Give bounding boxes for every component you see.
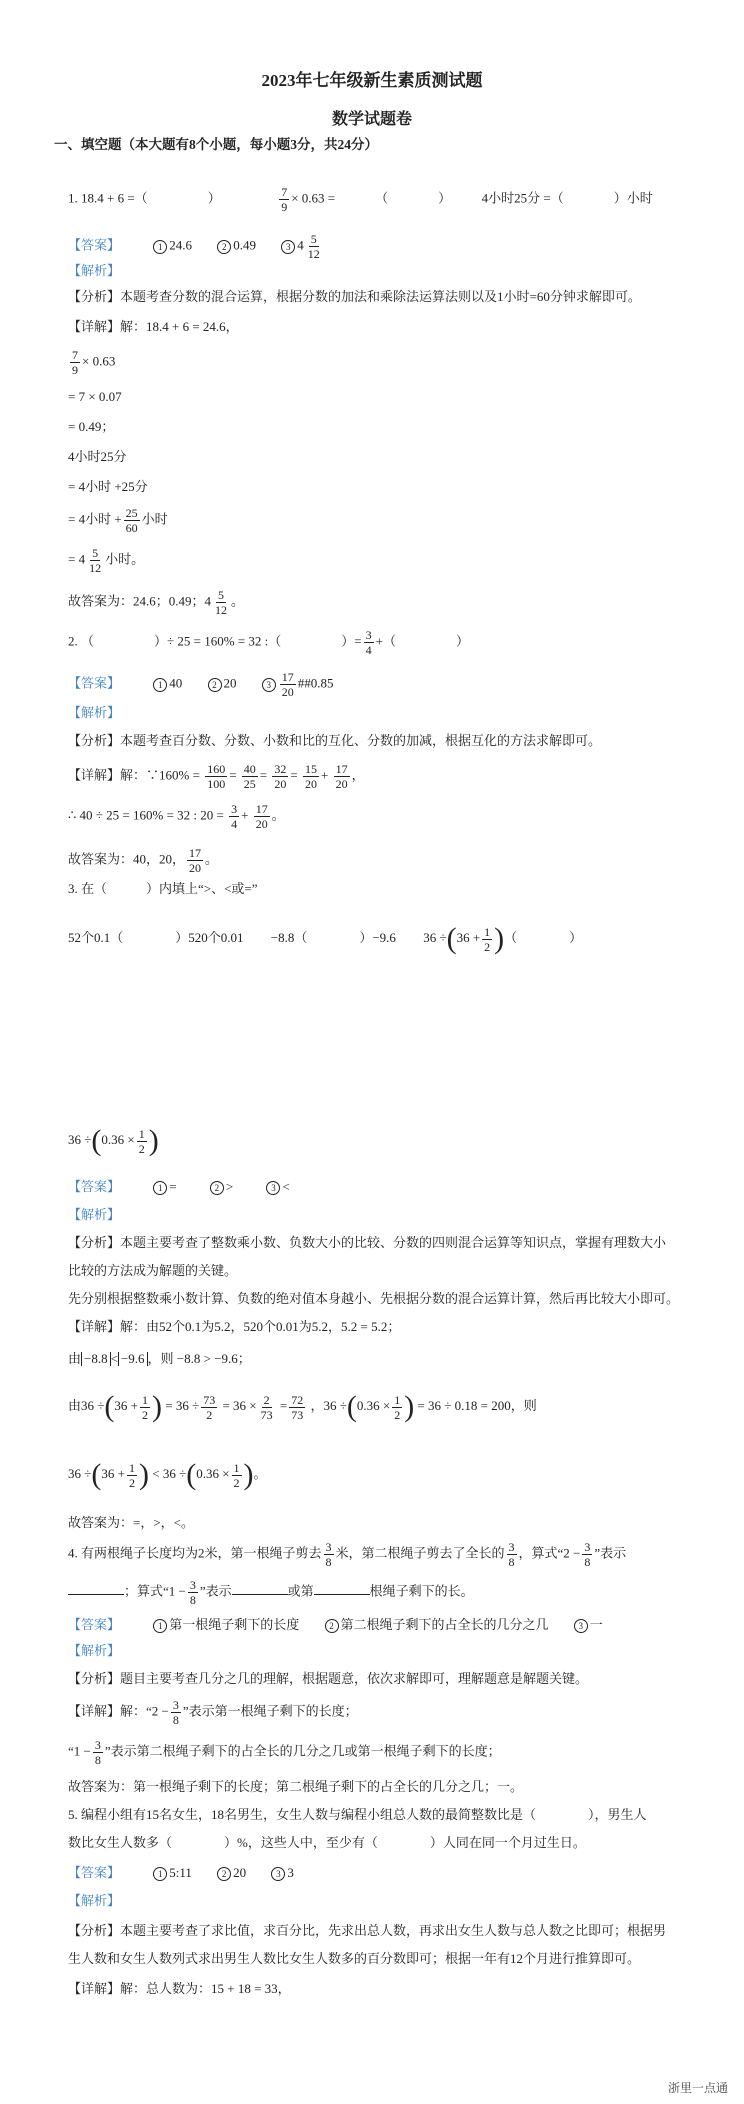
question-1 — [68, 185, 653, 214]
fraction: $\frac{1}{2}$ — [484, 924, 491, 954]
answer-value: > — [225, 1179, 234, 1194]
fraction: $\frac{7}{9}$ — [281, 185, 288, 214]
detail-2 — [68, 762, 365, 791]
q-num: 2. — [68, 633, 78, 649]
expr: = 4小时 + — [68, 511, 122, 527]
fraction: $\frac{17}{20}$ — [255, 802, 268, 831]
fraction: $\frac{3}{8}$ — [189, 1578, 196, 1607]
question-4b — [68, 1578, 474, 1607]
q-num: 5. — [68, 1807, 78, 1822]
fraction: $\frac{1}{2}$ — [138, 1126, 145, 1156]
answer-value: < — [282, 1179, 290, 1194]
expr: < — [110, 1351, 118, 1366]
expr: ，则 −8.8 > −9.6； — [147, 1351, 251, 1366]
fraction: $\frac{1}{2}$ — [394, 1392, 401, 1422]
fraction: $\frac{160}{100}$ — [207, 762, 226, 791]
detail-3d: 36 ÷(36 + $\frac{1}{2}$ ) < 36 ÷(0.36 × $\frac{1}{2}$ )。 — [68, 1458, 267, 1491]
expr: ，36 ÷ — [310, 1397, 347, 1413]
question-text: 数比女生人数多（ ）%，这些人中，至少有（ ）人同在同一个月过生日。 — [68, 1835, 586, 1850]
expr: × 0.63 = — [291, 190, 336, 206]
fenxi-label: 【分析】 — [68, 1235, 121, 1250]
fraction: $\frac{1}{2}$ — [233, 1460, 240, 1490]
question-4 — [68, 1540, 626, 1569]
circle-2-icon: 2 — [217, 1867, 231, 1881]
answer-value: 20 — [223, 675, 237, 691]
expr: = 4 — [68, 551, 86, 567]
step: = 7 × 0.07 — [68, 389, 122, 404]
fraction: $\frac{5}{12}$ — [215, 588, 228, 617]
question-text: 在（ ）内填上“>、<或=” — [81, 881, 258, 896]
fraction: $\frac{3}{8}$ — [94, 1738, 101, 1767]
fraction: $\frac{17}{20}$ — [335, 762, 348, 791]
expr: 故答案为：24.6；0.49；4 — [68, 593, 212, 609]
expr: = — [229, 767, 237, 783]
jiexi-label: 【解析】 — [68, 263, 121, 278]
detail-label: 【详解】 — [68, 767, 121, 783]
analysis-4 — [68, 1670, 588, 1688]
step — [68, 348, 115, 377]
fraction: $\frac{25}{60}$ — [125, 506, 138, 535]
answer-row-4 — [68, 1616, 603, 1634]
expr: 。 — [271, 807, 285, 823]
detail-text: ”表示第二根绳子剩下的占全长的几分之几或第一根绳子剩下的长度； — [104, 1743, 501, 1759]
question-3 — [68, 880, 258, 898]
fenxi-label: 【分析】 — [68, 289, 121, 304]
expr: 0.36 × — [196, 1465, 230, 1481]
step — [68, 546, 144, 575]
question-text: 编程小组有15名女生，18名男生，女生人数与编程小组总人数的最简整数比是（ ），男生人 — [81, 1807, 647, 1822]
detail-3c: 由36 ÷(36 + $\frac{1}{2}$ ) = 36 ÷ $\frac{73}{2}$ = 36 × $\frac{2}{73}$ = $\frac{72}{73}$ ，36 ÷(0.36 × $\frac{1}{2}$ ) = 36 ÷ 0.18 = 200，则 — [68, 1390, 537, 1423]
expr: 0.36 × — [101, 1131, 135, 1147]
expr: 36 ÷ — [423, 929, 447, 945]
detail-text: 解：18.4 + 6 = 24.6， — [120, 319, 239, 334]
expr: = — [259, 767, 268, 783]
question-text: ，算式“2 − — [518, 1545, 581, 1561]
analysis-5 — [68, 1922, 666, 1940]
analysis-2 — [68, 732, 601, 750]
answer-value: 40 — [169, 675, 183, 691]
detail-label: 【详解】 — [68, 1703, 121, 1719]
detail-text: 解：总人数为：15 + 18 = 33， — [120, 1981, 291, 1996]
fraction: $\frac{17}{20}$ — [189, 846, 202, 875]
step: = 4小时 +25分 — [68, 479, 148, 494]
blank-line — [232, 1594, 288, 1595]
expr: ， — [351, 767, 365, 783]
fenxi-label: 【分析】 — [68, 1923, 121, 1938]
fraction: $\frac{7}{9}$ — [72, 348, 78, 377]
final-answer-2 — [68, 846, 218, 875]
answer-value: 0.49 — [233, 237, 257, 253]
question-5 — [68, 1806, 647, 1824]
circle-3-icon: 3 — [281, 240, 295, 254]
expr: 36 ÷ — [68, 1465, 92, 1481]
circle-2-icon: 2 — [208, 678, 222, 692]
circle-3-icon: 3 — [262, 678, 276, 692]
jiexi-label: 【解析】 — [68, 705, 121, 720]
detail-5 — [68, 1980, 291, 1998]
detail-text: 解：“2 − — [120, 1703, 169, 1719]
expr: ）÷ 25 = 160% = 32 :（ — [154, 633, 282, 649]
question-2 — [68, 628, 469, 657]
fraction: $\frac{1}{2}$ — [128, 1460, 135, 1490]
fraction: $\frac{3}{8}$ — [325, 1540, 332, 1569]
jiexi-label: 【解析】 — [68, 1207, 121, 1222]
paren: ） — [207, 190, 221, 206]
answer-label: 【答案】 — [68, 675, 121, 691]
expr: 小时 — [141, 511, 168, 527]
expr: ∴ 40 ÷ 25 = 160% = 32 : 20 = — [68, 807, 224, 823]
analysis-text: 比较的方法成为解题的关键。 — [68, 1263, 238, 1278]
circle-2-icon: 2 — [217, 240, 231, 254]
circle-1-icon: 1 — [153, 1619, 167, 1633]
page-subtitle: 数学试题卷 — [331, 111, 412, 128]
analysis-text: 本题主要考查了整数乘小数、负数大小的比较、分数的四则混合运算等知识点，掌握有理数大小 — [120, 1235, 667, 1250]
circle-2-icon: 2 — [325, 1619, 339, 1633]
answer-label: 【答案】 — [68, 237, 121, 253]
step — [68, 506, 168, 535]
expr: 0.36 × — [356, 1397, 391, 1413]
question-3-items: 52个0.1（ ）520个0.01 −8.8（ ）−9.6 36 ÷(36 + $\frac{1}{2}$ )（ ） — [68, 922, 583, 955]
q-num: 3. — [68, 881, 78, 896]
expr: + — [241, 807, 249, 823]
fenxi-label: 【分析】 — [68, 1671, 121, 1686]
detail-3 — [68, 1318, 400, 1336]
detail-4 — [68, 1698, 358, 1727]
expr: 由36 ÷ — [68, 1397, 105, 1413]
fenxi-label: 【分析】 — [68, 733, 121, 748]
circle-1-icon: 1 — [153, 678, 167, 692]
expr: = 36 ÷ 0.18 = 200，则 — [417, 1397, 537, 1413]
step: = 0.49； — [68, 419, 115, 434]
expr: 4小时25分 =（ — [481, 190, 564, 206]
answer-label: 【答案】 — [68, 1617, 121, 1632]
answer-value: ##0.85 — [297, 675, 334, 691]
paren: （ — [375, 190, 389, 206]
question-text: ；算式“1 − — [124, 1583, 186, 1599]
analysis-text: 先分别根据整数乘小数计算、负数的绝对值本身越小、先根据分数的混合运算计算，然后再比较大小即可。 — [68, 1291, 680, 1306]
analysis-text: 生人数和女生人数列式求出男生人数比女生人数多的百分数即可；根据一年有12个月进行推算即可。 — [68, 1951, 641, 1966]
abs-value: −9.6 — [118, 1352, 148, 1366]
analysis-3 — [68, 1234, 666, 1252]
expr: = — [279, 1397, 288, 1413]
detail-2b — [68, 802, 285, 831]
expr: × 0.63 — [82, 353, 116, 369]
expr: 小时。 — [105, 551, 145, 567]
question-text: ”表示 — [199, 1583, 232, 1599]
blank-line — [314, 1594, 370, 1595]
answer-value: 5:11 — [169, 1865, 192, 1880]
answer-row-2 — [68, 670, 334, 699]
jiexi-label: 【解析】 — [68, 1643, 121, 1658]
answer-row-5 — [68, 1864, 294, 1882]
circle-1-icon: 1 — [153, 1181, 167, 1195]
fraction: $\frac{73}{2}$ — [203, 1392, 216, 1422]
expr: 。 — [231, 593, 245, 609]
answer-value: 第一根绳子剩下的长度 — [169, 1617, 300, 1632]
fraction: $\frac{15}{20}$ — [304, 762, 317, 791]
answer-label: 【答案】 — [68, 1865, 121, 1880]
analysis-text: 题目主要考查几分之几的理解，根据题意，依次求解即可，理解题意是解题关键。 — [120, 1671, 589, 1686]
paren: （ — [134, 190, 148, 206]
fraction: $\frac{3}{4}$ — [231, 802, 238, 831]
abs-value: −8.8 — [81, 1352, 111, 1366]
expr: = 36 ÷ — [165, 1397, 200, 1413]
analysis-text: 本题考查分数的混合运算，根据分数的加法和乘除法运算法则以及1小时=60分钟求解即可。 — [120, 289, 641, 304]
question-3-item4: 36 ÷(0.36 × $\frac{1}{2}$ ) — [68, 1124, 159, 1157]
fraction: $\frac{32}{20}$ — [274, 762, 287, 791]
detail-label: 【详解】 — [68, 1981, 121, 1996]
answer-value: = — [169, 1179, 177, 1194]
paren: （ ） — [504, 929, 583, 945]
answer-value: 一 — [589, 1617, 603, 1632]
answer-value: 3 — [287, 1865, 294, 1880]
footer-brand: 浙里一点通 — [667, 2081, 728, 2095]
expr: + — [320, 767, 329, 783]
circle-1-icon: 1 — [153, 1867, 167, 1881]
fraction: $\frac{2}{73}$ — [260, 1392, 273, 1422]
fraction: $\frac{40}{25}$ — [243, 762, 256, 791]
question-text: 有两根绳子长度均为2米，第一根绳子剪去 — [81, 1545, 322, 1561]
compare-item: −8.8（ ）−9.6 — [270, 929, 396, 945]
question-text: 根绳子剩下的长。 — [369, 1583, 474, 1599]
analysis-text: 本题考查百分数、分数、小数和比的互化、分数的加减，根据互化的方法求解即可。 — [120, 733, 602, 748]
answer-value: 24.6 — [169, 237, 193, 253]
answer-row-3 — [68, 1178, 290, 1196]
expr: 由 — [68, 1351, 82, 1366]
expr: ）= — [341, 633, 362, 649]
jiexi-label: 【解析】 — [68, 1893, 121, 1908]
detail-text: ”表示第一根绳子剩下的长度； — [182, 1703, 358, 1719]
expr: 36 + — [101, 1465, 125, 1481]
circle-1-icon: 1 — [153, 240, 167, 254]
question-text: 米，第二根绳子剪去了全长的 — [335, 1545, 505, 1561]
detail-label: 【详解】 — [68, 319, 121, 334]
blank-line — [68, 1594, 124, 1595]
answer-value: 4 — [297, 237, 304, 253]
fraction: $\frac{5}{12}$ — [307, 232, 320, 261]
question-text: 或第 — [287, 1583, 314, 1599]
analysis-text: 本题主要考查了求比值，求百分比，先求出总人数，再求出女生人数与总人数之比即可；根据男 — [120, 1923, 667, 1938]
fraction: $\frac{3}{8}$ — [172, 1698, 179, 1727]
section-heading: 一、填空题（本大题有8个小题，每小题3分，共24分） — [54, 137, 378, 152]
detail-text: 解：由52个0.1为5.2，520个0.01为5.2，5.2 = 5.2； — [120, 1319, 401, 1334]
expr: 故答案为：40，20， — [68, 851, 186, 867]
expr: ）小时 — [613, 190, 653, 206]
circle-2-icon: 2 — [210, 1181, 224, 1195]
answer-label: 【答案】 — [68, 1179, 121, 1194]
expr: 解：∵160% = — [120, 767, 200, 783]
paren: （ — [81, 633, 95, 649]
step: 4小时25分 — [68, 449, 127, 464]
fraction: $\frac{3}{4}$ — [365, 628, 372, 657]
detail-1 — [68, 318, 239, 336]
analysis-1 — [68, 288, 641, 306]
detail-text: “1 − — [68, 1743, 91, 1759]
circle-3-icon: 3 — [574, 1619, 588, 1633]
expr: 36 ÷ — [68, 1131, 92, 1147]
page-title: 2023年七年级新生素质测试题 — [261, 71, 483, 90]
expr: 。 — [253, 1465, 267, 1481]
expr: < 36 ÷ — [152, 1465, 187, 1481]
detail-4b — [68, 1738, 501, 1767]
fraction: $\frac{1}{2}$ — [141, 1392, 148, 1422]
detail-label: 【详解】 — [68, 1319, 121, 1334]
fraction: $\frac{17}{20}$ — [281, 670, 294, 699]
final-answer-1 — [68, 588, 244, 617]
expr: 。 — [205, 851, 219, 867]
fraction: $\frac{3}{8}$ — [508, 1540, 515, 1569]
circle-3-icon: 3 — [266, 1181, 280, 1195]
expr: 36 + — [114, 1397, 138, 1413]
paren: ） — [438, 190, 452, 206]
fraction: $\frac{3}{8}$ — [584, 1540, 591, 1569]
compare-item: 52个0.1（ ）520个0.01 — [68, 929, 244, 945]
paren: ） — [455, 633, 469, 649]
expr: = 36 × — [222, 1397, 257, 1413]
fraction: $\frac{72}{73}$ — [291, 1392, 304, 1422]
expr: 18.4 + 6 = — [81, 190, 135, 206]
circle-3-icon: 3 — [271, 1867, 285, 1881]
final-answer-4: 故答案为：第一根绳子剩下的长度；第二根绳子剩下的占全长的几分之几；一。 — [68, 1779, 524, 1794]
detail-3b — [68, 1350, 251, 1368]
question-text: ”表示 — [594, 1545, 627, 1561]
expr: +（ — [375, 633, 396, 649]
q-num: 4. — [68, 1545, 78, 1561]
answer-row-1 — [68, 232, 324, 261]
q-num: 1. — [68, 190, 78, 206]
final-answer-3: 故答案为：=，>，<。 — [68, 1515, 194, 1530]
expr: = — [290, 767, 298, 783]
expr: 36 + — [456, 929, 481, 945]
fraction: $\frac{5}{12}$ — [89, 546, 102, 575]
answer-value: 20 — [233, 1865, 247, 1880]
answer-value: 第二根绳子剩下的占全长的几分之几 — [340, 1617, 549, 1632]
